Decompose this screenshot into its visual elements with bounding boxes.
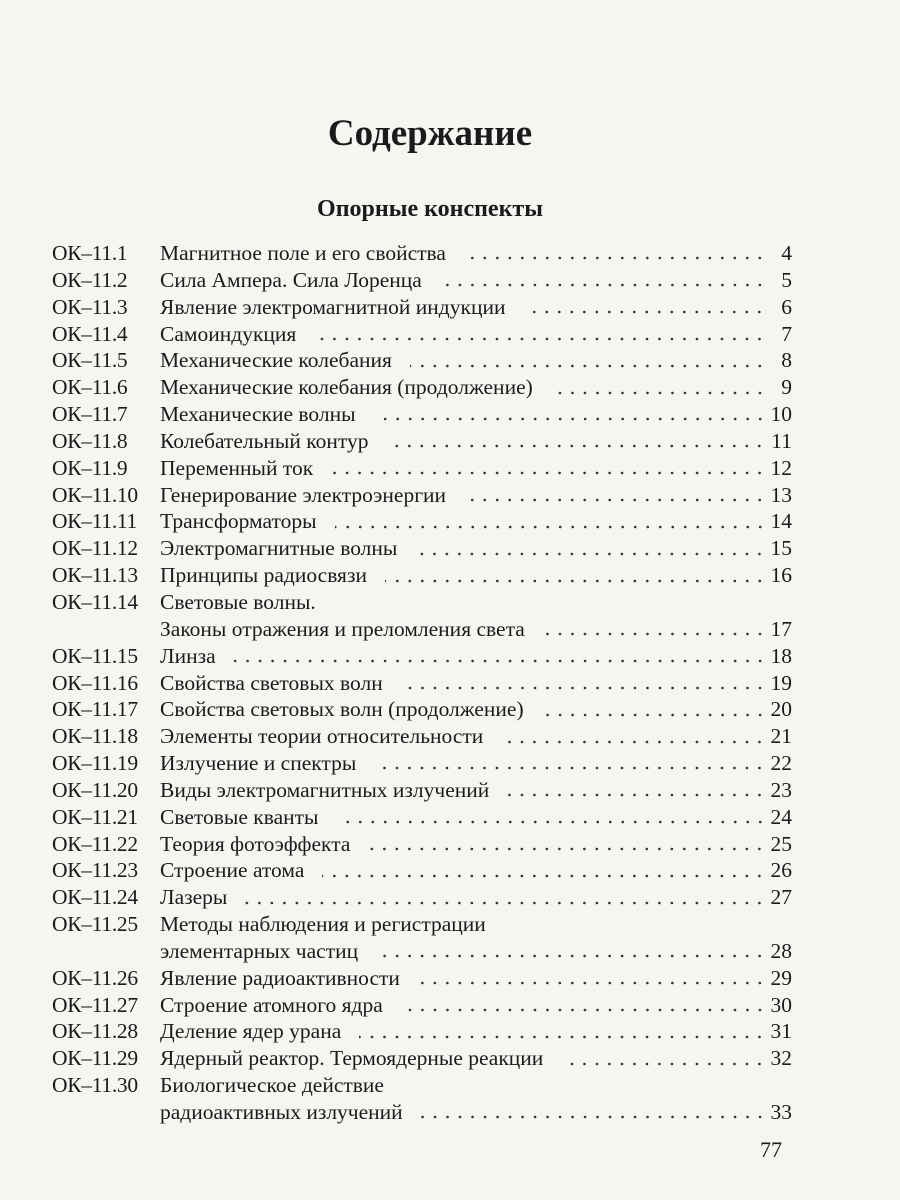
entry-page: 28 (770, 938, 792, 963)
toc-entry (52, 508, 792, 535)
entry-page: 4 (781, 241, 792, 265)
dot-leader (561, 1062, 766, 1066)
entry-page: 12 (770, 455, 792, 480)
toc-entry (52, 535, 792, 562)
entry-title: элементарных частиц (160, 938, 359, 963)
entry-page: 18 (770, 643, 792, 668)
entry-page: 13 (770, 482, 792, 507)
entry-code: ОК–11.28 (52, 1019, 138, 1044)
toc-entry (52, 321, 792, 348)
entry-title: Строение атома (160, 858, 305, 883)
dot-leader (331, 471, 766, 475)
toc-entry (52, 777, 792, 804)
dot-leader (386, 444, 766, 448)
entry-page: 5 (781, 267, 792, 292)
toc-entry (52, 992, 792, 1019)
toc-entry (52, 616, 792, 643)
entry-code: ОК–11.12 (52, 536, 138, 561)
entry-title: Переменный ток (160, 455, 314, 480)
toc-entry (52, 294, 792, 321)
entry-title: Свойства световых волн (продолжение) (160, 697, 524, 722)
toc-entry (52, 965, 792, 992)
toc-entry (52, 857, 792, 884)
dot-leader (335, 525, 766, 529)
toc-entry (52, 750, 792, 777)
entry-page: 16 (770, 563, 792, 588)
toc-entry (52, 1018, 792, 1045)
entry-title: Свойства световых волн (160, 670, 383, 695)
entry-page: 26 (770, 858, 792, 883)
entry-page: 30 (770, 992, 792, 1017)
entry-title: Механические колебания (160, 348, 392, 373)
toc-entry (52, 267, 792, 294)
toc-entry (52, 884, 792, 911)
entry-code: ОК–11.16 (52, 670, 138, 695)
entry-title: Световые кванты (160, 804, 319, 829)
toc-entry (52, 455, 792, 482)
entry-title: Электромагнитные волны (160, 536, 398, 561)
entry-code: ОК–11.26 (52, 965, 138, 990)
dot-leader (234, 659, 766, 663)
dot-leader (245, 901, 766, 905)
entry-code: ОК–11.18 (52, 724, 138, 749)
entry-page: 11 (771, 428, 792, 453)
dot-leader (337, 820, 767, 824)
toc-entry (52, 482, 792, 509)
entry-page: 19 (770, 670, 792, 695)
toc-entry (52, 938, 792, 965)
entry-code: ОК–11.20 (52, 777, 138, 802)
toc-entry (52, 1072, 792, 1099)
entry-title: Механические колебания (продолжение) (160, 375, 533, 400)
toc-entry (52, 562, 792, 589)
entry-code: ОК–11.14 (52, 589, 138, 614)
entry-title: Трансформаторы (160, 509, 317, 534)
entry-title: Элементы теории относительности (160, 724, 484, 749)
entry-code: ОК–11.22 (52, 831, 138, 856)
entry-page: 14 (770, 509, 792, 534)
entry-page: 15 (770, 536, 792, 561)
entry-code: ОК–11.5 (52, 348, 128, 373)
entry-title: Явление радиоактивности (160, 965, 400, 990)
entry-title: Колебательный контур (160, 428, 369, 453)
dot-leader (464, 256, 766, 260)
entry-page: 22 (770, 751, 792, 776)
entry-code: ОК–11.9 (52, 455, 128, 480)
dot-leader (418, 981, 766, 985)
entry-code: ОК–11.30 (52, 1073, 138, 1098)
table-of-contents (52, 240, 792, 1126)
section-heading: Опорные конспекты (317, 196, 543, 222)
entry-page: 32 (770, 1046, 792, 1071)
dot-leader (464, 498, 766, 502)
dot-leader (374, 766, 766, 770)
entry-title: Самоиндукция (160, 321, 297, 346)
dot-leader (359, 1035, 766, 1039)
page-number: 77 (760, 1137, 782, 1162)
entry-page: 21 (770, 724, 792, 749)
entry-code: ОК–11.3 (52, 294, 128, 319)
entry-title: Методы наблюдения и регистрации (160, 912, 486, 937)
entry-title: Генерирование электроэнергии (160, 482, 447, 507)
toc-entry (52, 401, 792, 428)
toc-entry (52, 911, 792, 938)
toc-entry (52, 374, 792, 401)
entry-code: ОК–11.27 (52, 992, 138, 1017)
page-title: Содержание (327, 113, 533, 154)
entry-code: ОК–11.10 (52, 482, 138, 507)
entry-page: 24 (770, 804, 792, 829)
entry-title: Линза (160, 643, 216, 668)
dot-leader (401, 1008, 766, 1012)
dot-leader (501, 740, 766, 744)
entry-code: ОК–11.29 (52, 1046, 138, 1071)
entry-title: Механические волны (160, 402, 356, 427)
toc-entry (52, 589, 792, 616)
entry-code: ОК–11.24 (52, 885, 138, 910)
toc-entry (52, 831, 792, 858)
entry-title: Световые волны. (160, 589, 316, 614)
entry-page: 9 (781, 375, 792, 400)
entry-code: ОК–11.19 (52, 751, 138, 776)
entry-title: Теория фотоэффекта (160, 831, 351, 856)
entry-code: ОК–11.21 (52, 804, 138, 829)
entry-code: ОК–11.6 (52, 375, 128, 400)
toc-entry (52, 347, 792, 374)
toc-entry (52, 1045, 792, 1072)
entry-title: Биологическое действие (160, 1073, 384, 1098)
entry-page: 23 (770, 777, 792, 802)
entry-title: Законы отражения и преломления света (160, 616, 525, 641)
entry-title: радиоактивных излучений (160, 1100, 403, 1124)
dot-leader (542, 713, 766, 717)
entry-page: 10 (770, 402, 792, 427)
entry-page: 27 (770, 885, 792, 910)
entry-title: Магнитное поле и его свойства (160, 241, 446, 265)
entry-title: Явление электромагнитной индукции (160, 294, 506, 319)
toc-entry (52, 428, 792, 455)
entry-code: ОК–11.7 (52, 402, 128, 427)
dot-leader (374, 417, 766, 421)
toc-entry (52, 804, 792, 831)
dot-leader (415, 552, 766, 556)
entry-title: Виды электромагнитных излучений (160, 777, 490, 802)
entry-code: ОК–11.17 (52, 697, 138, 722)
toc-entry (52, 643, 792, 670)
entry-title: Принципы радиосвязи (160, 563, 367, 588)
dot-leader (314, 337, 766, 341)
entry-code: ОК–11.4 (52, 321, 128, 346)
entry-title: Деление ядер урана (160, 1019, 342, 1044)
entry-page: 31 (770, 1019, 792, 1044)
dot-leader (551, 391, 766, 395)
dot-leader (507, 793, 766, 797)
entry-title: Строение атомного ядра (160, 992, 383, 1017)
entry-code: ОК–11.2 (52, 267, 128, 292)
toc-entry (52, 1099, 792, 1126)
entry-code: ОК–11.15 (52, 643, 138, 668)
dot-leader (523, 310, 766, 314)
dot-leader (401, 686, 766, 690)
entry-code: ОК–11.8 (52, 428, 128, 453)
dot-leader (385, 579, 766, 583)
entry-title: Излучение и спектры (160, 751, 357, 776)
entry-page: 20 (770, 697, 792, 722)
dot-leader (376, 954, 766, 958)
toc-entry (52, 670, 792, 697)
dot-leader (421, 1115, 766, 1119)
entry-title: Лазеры (160, 885, 228, 910)
entry-page: 29 (770, 965, 792, 990)
entry-page: 33 (770, 1100, 792, 1124)
entry-code: ОК–11.13 (52, 563, 138, 588)
dot-leader (368, 847, 766, 851)
entry-page: 8 (781, 348, 792, 373)
toc-entry (52, 723, 792, 750)
entry-title: Сила Ампера. Сила Лоренца (160, 267, 422, 292)
dot-leader (322, 874, 766, 878)
toc-entry (52, 696, 792, 723)
dot-leader (440, 283, 766, 287)
entry-page: 6 (781, 294, 792, 319)
entry-code: ОК–11.23 (52, 858, 138, 883)
entry-page: 17 (770, 616, 792, 641)
entry-page: 7 (781, 321, 792, 346)
entry-code: ОК–11.11 (52, 509, 137, 534)
dot-leader (410, 364, 766, 368)
entry-page: 25 (770, 831, 792, 856)
toc-entry (52, 240, 792, 267)
entry-code: ОК–11.1 (52, 241, 128, 265)
entry-title: Ядерный реактор. Термоядерные реакции (160, 1046, 544, 1071)
entry-code: ОК–11.25 (52, 912, 138, 937)
dot-leader (543, 632, 766, 636)
